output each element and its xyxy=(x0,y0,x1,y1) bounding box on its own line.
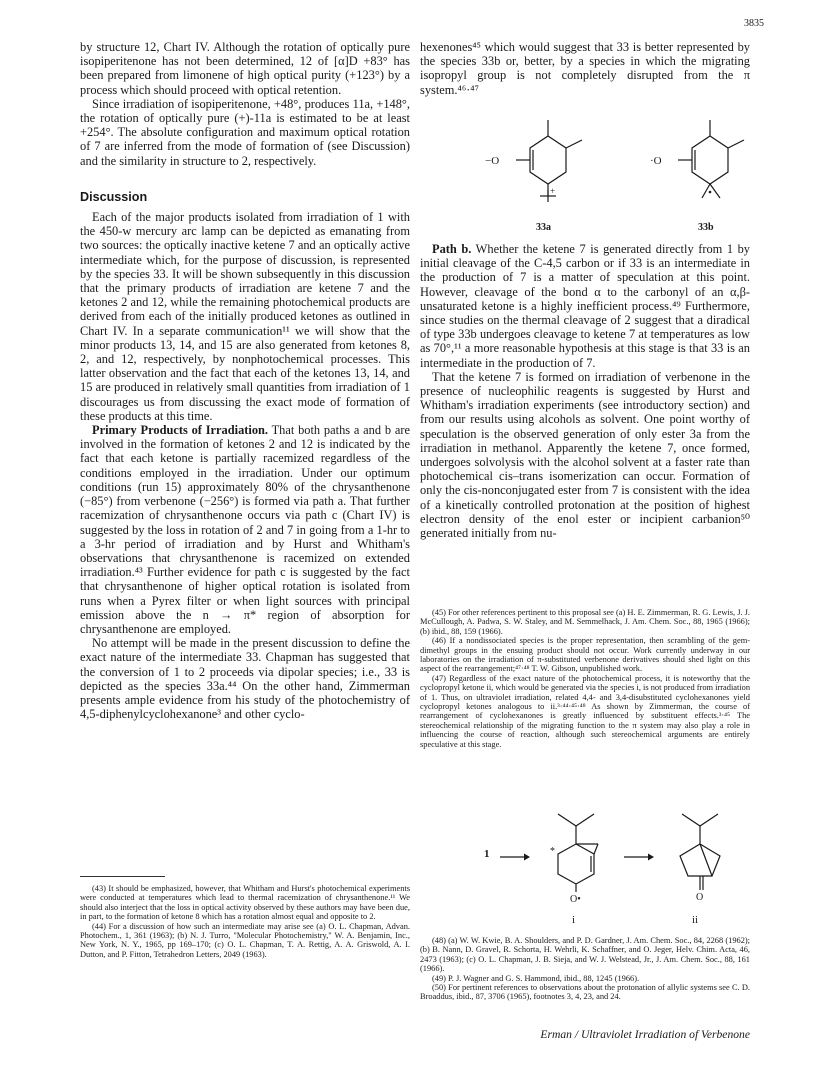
paragraph: hexenones⁴⁵ which would suggest that 33 is better represented by the species 33b or, better, by a species in which the migrating isopropyl group is not completely disrupted from the π system.⁴⁶·⁴⁷ xyxy=(420,40,750,97)
right-column-top xyxy=(420,40,750,97)
page-number: 3835 xyxy=(744,18,764,29)
paragraph: That the ketene 7 is formed on irradiation of verbenone in the presence of nucleophilic reagents is suggested by Hurst and Whitham's irradiation experiments (see introductory section) and from our results using alcohols as solvent. One point worthy of speculation is the observed generation of only ester 3a from the irradiation in methanol. Apparently the ketene 7, once formed, undergoes solvolysis with the alcohol solvent at a faster rate than photochemical cis–trans isomerization can occur. Formation of only the cis-nonconjugated ester from 7 is consistent with the idea of a kinetically controlled protonation at the position of highest electron density of the enol ester or incipient carbanion⁵⁰ generated initially from nu- xyxy=(420,369,750,541)
paragraph xyxy=(80,423,410,636)
paragraph xyxy=(420,242,750,370)
footnote: (48) (a) W. W. Kwie, B. A. Shoulders, and P. D. Gardner, J. Am. Chem. Soc., 84, 2268 (1962); (b) B. Nann, D. Gravel, R. Schorta, H. Wehrli, K. Schaffner, and O. Jeger, Helv. Chim. Acta, 46, 2473 (1963); (c) O. L. Chapman, J. B. Sieja, and W. J. Welstead, Jr., J. Am. Chem. Soc., 88, 161 (1966). xyxy=(420,936,750,974)
structure-ii xyxy=(660,804,740,904)
footnote: (44) For a discussion of how such an intermediate may arise see (a) O. L. Chapman, Advan. Photochem., 1, 361 (1963); (b) N. J. Turro, "Molecular Photochemistry," W. A. Benjamin, Inc., New York, N. Y., 1965, pp 169–170; (c) O. L. Chapman, T. A. Rettig, A. A. Griswold, A. I. Dutton, and P. Fitton, Tetrahedron Letters, 2049 (1963). xyxy=(80,921,410,959)
compound-label: 33a xyxy=(536,222,551,233)
footnote: (43) It should be emphasized, however, that Whitham and Hurst's photochemical experiments were conducted at temperatures which lead to thermal racemization of chrysanthenone.¹¹ We should also interject that the loss in optical activity observed by these authors may have been due, in part, to the formation of ketone 8 which has a rotation almost equal and opposite to 2. xyxy=(80,884,410,922)
paragraph: No attempt will be made in the present discussion to define the exact nature of the intermediate 33. Chapman has suggested that the conversion of 1 to 2 proceeds via dipolar species; i.e., 33 is depicted as the species 33a.⁴⁴ On the other hand, Zimmerman presents ample evidence from his study of the photochemistry of 4,5-diphenylcyclohexanone³ and other cyclo- xyxy=(80,636,410,722)
footnote: (50) For pertinent references to observations about the protonation of allylic systems see C. D. Broaddus, ibid., 87, 3706 (1965), footnotes 3, 4, 23, and 24. xyxy=(420,983,750,1002)
right-footnotes-2 xyxy=(420,936,750,1002)
paragraph: Since irradiation of isopiperitenone, +48°, produces 11a, +148°, the rotation of optically pure (+)-11a is estimated to be at least +254°. The absolute configuration and maximum optical rotation of 7 are inferred from the mode of formation of (see Discussion) and the similarity in structure to 2, respectively. xyxy=(80,96,410,168)
right-column-body xyxy=(420,242,750,540)
running-footer: Erman / Ultraviolet Irradiation of Verbenone xyxy=(540,1028,750,1041)
atom-label: O xyxy=(696,892,704,903)
scheme-label-ii: ii xyxy=(692,914,699,926)
right-footnotes xyxy=(420,608,750,749)
reaction-arrow xyxy=(624,852,654,862)
star-mark: * xyxy=(550,846,555,857)
paragraph-text: Whether the ketene 7 is generated directly from 1 by initial cleavage of the C-4,5 carbon or if 33 is an intermediate in the production of 7 is a matter of speculation at this point. However, cleavage of the bond α to the carbonyl of an α,β-unsaturated ketone is a highly inefficient process.⁴⁹ Furthermore, since studies on the thermal cleavage of 2 suggest that a diradical of type 33b undergoes cleavage to ketene 7 at temperatures as low as 70°,¹¹ a more reasonable hypothesis at this stage is that 33 is an intermediate in the production of 7. xyxy=(420,242,750,370)
footnote: (49) P. J. Wagner and G. S. Hammond, ibid., 88, 1245 (1966). xyxy=(432,973,640,983)
left-column xyxy=(80,40,410,721)
structure-33b xyxy=(640,118,770,218)
footnote: (47) Regardless of the exact nature of the photochemical process, it is noteworthy that the cyclopropyl ketone ii, which would be generated via the species i, is not produced from irradiation of 1. Thus, on ultraviolet irradiation, related 4,4- and 3,4-disubstituted cyclohexanones yield cyclopropyl ketones analogous to ii.³·⁴⁴·⁴⁵·⁴⁸ As shown by Zimmerman, the course of rearrangement of cyclohexanones is greatly influenced by substituent effects.³·⁴⁵ The stereochemical relationship of the migrating function to the π system may also play a role in influencing the course of reaction, although such stereochemical arguments are entirely speculative at this stage. xyxy=(420,673,751,749)
left-footnotes xyxy=(80,884,410,959)
footnote: (46) If a nondissociated species is the proper representation, then scrambling of the gem-dimethyl groups in the ensuing product should not occur. Work currently underway in our laboratories on the irradiation of π-substituted verbenone derivatives should shed light on this aspect of the rearrangement;⁴⁷·⁴⁸ T. W. Gibson, unpublished work. xyxy=(420,636,750,674)
structure-i xyxy=(536,804,616,904)
paragraph: by structure 12, Chart IV. Although the rotation of optically pure isopiperitenone has not been determined, 12 of [α]D +83° has been prepared from limonene of high optical purity (+123°) by a process which should proceed with optical retention. xyxy=(80,40,410,97)
footnote: (45) For other references pertinent to this proposal see (a) H. E. Zimmerman, R. G. Lewis, J. J. McCullough, A. Padwa, S. W. Staley, and M. Semmelhack, J. Am. Chem. Soc., 88, 1965 (1966); (b) ibid., 88, 159 (1966). xyxy=(420,608,750,636)
run-in-heading: Path b. xyxy=(432,242,472,256)
footnote-separator xyxy=(80,876,165,877)
section-heading: Discussion xyxy=(80,189,148,204)
reaction-arrow xyxy=(500,852,530,862)
paragraph: Each of the major products isolated from irradiation of 1 with the 450-w mercury arc lamp can be depicted as emanating from two sources: the optically inactive ketene 7 and an optically active intermediate which, for the purpose of discussion, is represented by the species 33. It will be shown subsequently in this discussion that the primary products of irradiation are ketene 7 and the ketones 2 and 12, while the remaining photochemical products are derived from each of the initially produced ketones as outlined in Chart IV. In a separate communication¹¹ we will show that the minor products 13, 14, and 15 are also generated from ketones 8, 2, and 12, respectively, by nonphotochemical processes. This latter observation and the fact that each of the ketones 13, 14, and 15 are produced in relatively small quantities from irradiation of 1 discourages us from discussing the exact mode of formation of these products at this time. xyxy=(80,210,410,423)
run-in-heading: Primary Products of Irradiation. xyxy=(92,423,269,438)
compound-label: 33b xyxy=(698,222,714,233)
svg-text:+: + xyxy=(550,186,556,196)
paragraph-text: That both paths a and b are involved in the formation of ketones 2 and 12 is indicated by the fact that each ketone is partially racemized regardless of the conditions employed in the irradiation. Under our optimum conditions (run 15) approximately 80% of the chrysanthenone (−85°) from verbenone (−256°) is formed via path a. That further racemization of chrysanthenone occurs via path c (Chart IV) is suggested by the loss in rotation of 2 and 7 in going from a 1-hr to a 3-hr period of irradiation and by Hurst and Whitham's observations that chrysanthenone is racemized on extended irradiation.⁴³ Further evidence for path c is suggested by the fact that chrysanthenone of higher optical rotation is isolated from runs when a Pyrex filter or when light sources with principal emission above the n → π* region of absorption for chrysanthenone are employed. xyxy=(80,423,410,636)
atom-label: ·O xyxy=(650,155,662,167)
atom-label: O• xyxy=(570,894,581,904)
scheme-label-i: i xyxy=(572,914,576,926)
scheme-label-1: 1 xyxy=(484,848,490,860)
atom-label: −O xyxy=(485,155,500,167)
structure-33a xyxy=(478,118,608,218)
